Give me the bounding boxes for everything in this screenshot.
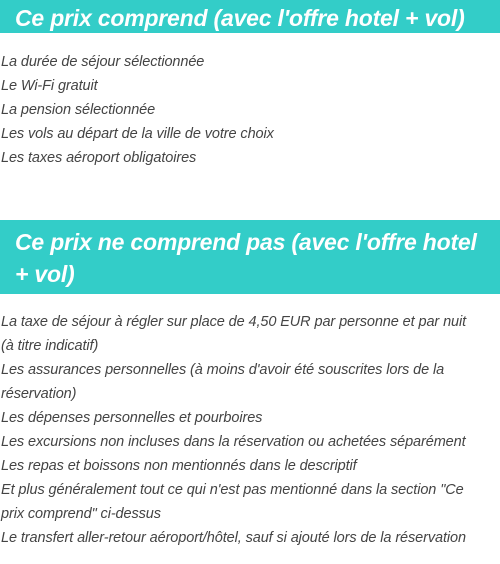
excluded-list	[0, 310, 500, 550]
list-item: La durée de séjour sélectionnée	[1, 54, 205, 70]
excluded-section-title: Ce prix ne comprend pas (avec l'offre hotel + vol)	[0, 220, 500, 294]
included-section-title: Ce prix comprend (avec l'offre hotel + vol)	[0, 0, 500, 33]
list-item: Le transfert aller-retour aéroport/hôtel, sauf si ajouté lors de la réservation	[1, 530, 466, 546]
list-item: Les dépenses personnelles et pourboires	[1, 410, 263, 426]
list-item: Les repas et boissons non mentionnés dans le descriptif	[1, 458, 357, 474]
list-item: Et plus généralement tout ce qui n'est pas mentionné dans la section "Ce prix comprend" ci-dessus	[1, 482, 464, 522]
included-section	[0, 0, 500, 170]
list-item: Les assurances personnelles (à moins d'avoir été souscrites lors de la réservation)	[1, 362, 445, 402]
included-list	[0, 50, 500, 170]
list-item: La taxe de séjour à régler sur place de 4,50 EUR par personne et par nuit (à titre indicatif)	[1, 314, 467, 354]
list-item: Les taxes aéroport obligatoires	[1, 150, 197, 166]
excluded-section	[0, 220, 500, 550]
list-item: Le Wi-Fi gratuit	[1, 78, 98, 94]
list-item: Les excursions non incluses dans la réservation ou achetées séparément	[1, 434, 466, 450]
list-item: La pension sélectionnée	[1, 102, 156, 118]
list-item: Les vols au départ de la ville de votre choix	[1, 126, 274, 142]
